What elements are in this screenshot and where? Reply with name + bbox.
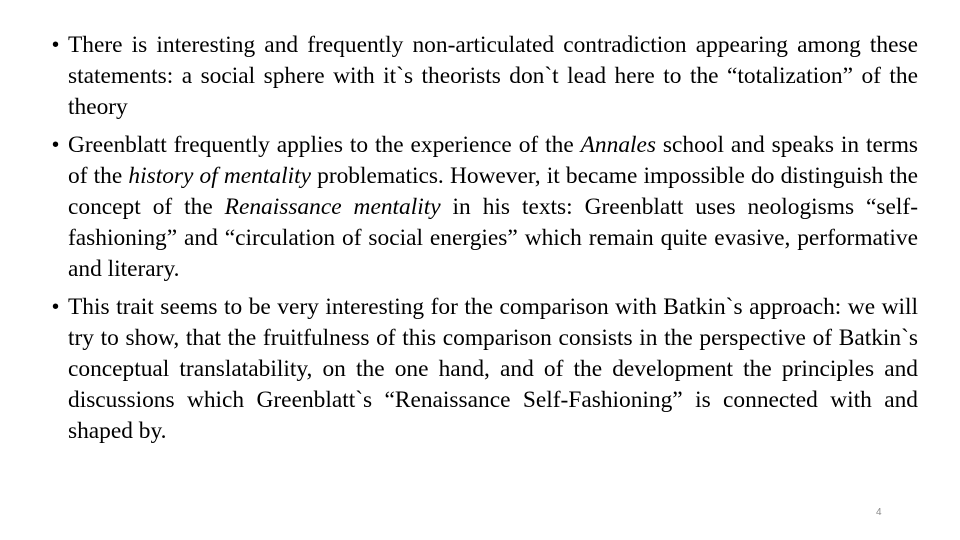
bullet-marker: • bbox=[52, 134, 60, 157]
bullet-item bbox=[52, 292, 918, 446]
italic-text: Annales bbox=[580, 132, 656, 159]
italic-text: Renaissance mentality bbox=[224, 193, 441, 220]
bullet-text: problematics. However, it became impossible do distinguish the concept of the bbox=[68, 163, 918, 220]
bullet-list bbox=[52, 30, 918, 454]
italic-text: history of mentality bbox=[128, 163, 311, 190]
page-number: 4 bbox=[876, 507, 882, 518]
bullet-marker: • bbox=[52, 296, 60, 319]
bullet-text: This trait seems to be very interesting for the comparison with Batkin`s approach: we will try to show, that the fruitfulness of this comparison consists in the perspective of Batkin`s conceptual translatability, on the one hand, and of the development the principles and discussions which Greenblatt`s “Renaissance Self-Fashioning” is connected with and shaped by. bbox=[68, 294, 918, 444]
bullet-text: There is interesting and frequently non-articulated contradiction appearing among these statements: a social sphere with it`s theorists don`t lead here to the “totalization” of the theory bbox=[68, 32, 918, 120]
bullet-text: school and speaks in terms of the bbox=[68, 132, 919, 190]
bullet-item bbox=[52, 130, 918, 284]
bullet-item bbox=[52, 30, 918, 122]
bullet-text: in his texts: Greenblatt uses neologisms “self-fashioning” and “circulation of social energies” which remain quite evasive, performative and literary. bbox=[68, 193, 918, 282]
bullet-marker: • bbox=[52, 34, 60, 56]
bullet-text: Greenblatt frequently applies to the experience of the bbox=[68, 132, 581, 159]
